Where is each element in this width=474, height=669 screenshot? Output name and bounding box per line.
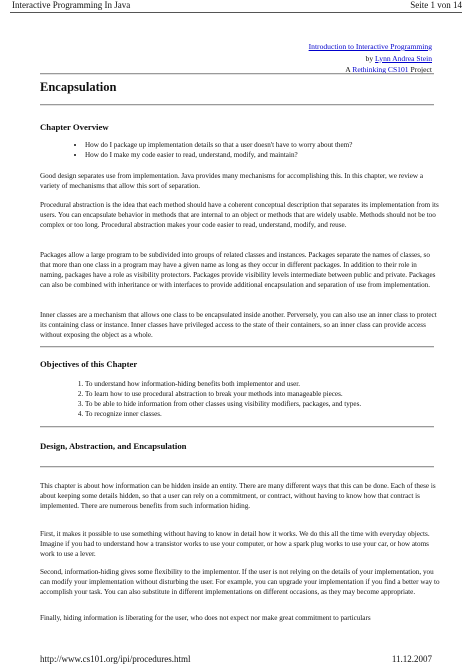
paragraph: Inner classes are a mechanism that allows one class to be encapsulated inside another. Perversely, you can also use an inner class to protect its containing class or instance. Inner classes have privileged access to the state of their containers, so an inner class can provide access without exposing the object as a whole. [40, 311, 437, 340]
book-title-link[interactable]: Introduction to Interactive Programming [308, 42, 432, 51]
project-suffix: Project [408, 65, 432, 74]
paragraph: Good design separates use from implementation. Java provides many mechanisms for accomplishing this. In this chapter, we review a variety of mechanisms that allow this sort of separation. [40, 172, 424, 191]
page-header [10, 0, 462, 13]
divider [40, 73, 434, 75]
list-item: 4. To recognize inner classes. [85, 409, 440, 419]
list-item: • How do I package up implementation details so that a user doesn't have to worry about them? [85, 140, 440, 150]
section-heading-objectives: Objectives of this Chapter [40, 359, 138, 369]
by-prefix: by [365, 53, 376, 63]
list-item: 1. To understand how information-hiding benefits both implementor and user. [85, 379, 440, 389]
objectives-list [40, 379, 440, 419]
divider [40, 346, 434, 348]
overview-bullet-list [40, 140, 440, 160]
project-link[interactable]: Rethinking CS101 [352, 65, 409, 74]
paragraph: Procedural abstraction is the idea that each method should have a coherent conceptual description that separates its implementation from its users. You can encapsulate behavior in methods that are internal to an object or methods that are widely usable. Methods should not be too complex or too long. Procedural abstraction makes your code easier to read, understand, modify, and reuse. [40, 201, 439, 230]
paragraph: Second, information-hiding gives some flexibility to the implementor. If the user is not relying on the details of your implementation, you can modify your implementation without disturbing the user. For example, you can upgrade your implementation if you find a better way to accomplish your task. You can also substitute in different implementations on different occasions, as they may become appropriate. [40, 568, 440, 597]
footer-url: http://www.cs101.org/ipi/procedures.html [40, 654, 191, 664]
divider [40, 466, 434, 468]
author-link[interactable]: Lynn Andrea Stein [375, 53, 432, 63]
paragraph: Packages allow a large program to be subdivided into groups of related classes and instances. Packages separate the names of classes, so that more than one class in a program may have a given name as long as they occur in different packages. In addition to their role in naming, packages have a role as visibility protectors. Packages provide visibility levels intermediate between public and private. Packages can also be combined with inheritance or with interfaces to provide additional encapsulation and separation of use from implementation. [40, 251, 436, 290]
paragraph: First, it makes it possible to use something without having to know in detail how it works. We do this all the time with everyday objects. Imagine if you had to understand how a transistor works to use your computer, or how a spark plug works to use your car, or how atoms work to use a lever. [40, 530, 430, 559]
footer-date: 11.12.2007 [391, 654, 432, 664]
page-title: Encapsulation [40, 80, 117, 94]
list-item: 2. To learn how to use procedural abstraction to break your methods into manageable pieces. [85, 389, 440, 399]
divider [40, 426, 434, 428]
header-document-title: Interactive Programming In Java [12, 0, 131, 10]
paragraph: Finally, hiding information is liberating for the user, who does not expect nor make great commitment to particulars [40, 614, 371, 622]
header-page-number: Seite 1 von 14 [410, 0, 462, 10]
section-heading-overview: Chapter Overview [40, 122, 109, 132]
paragraph: This chapter is about how information can be hidden inside an entity. There are many different ways that this can be done. Each of these is about keeping some details hidden, so that a user can rely on a commitment, or contract, without having to know how that contract is implemented. There are numerous benefits from such information hiding. [40, 482, 436, 511]
section-heading-design: Design, Abstraction, and Encapsulation [40, 441, 187, 451]
project-prefix: A [345, 65, 353, 74]
list-item: 3. To be able to hide information from other classes using visibility modifiers, packages, and types. [85, 399, 440, 409]
list-item: • How do I make my code easier to read, understand, modify, and maintain? [85, 150, 440, 160]
divider [40, 104, 434, 106]
byline [309, 41, 432, 76]
